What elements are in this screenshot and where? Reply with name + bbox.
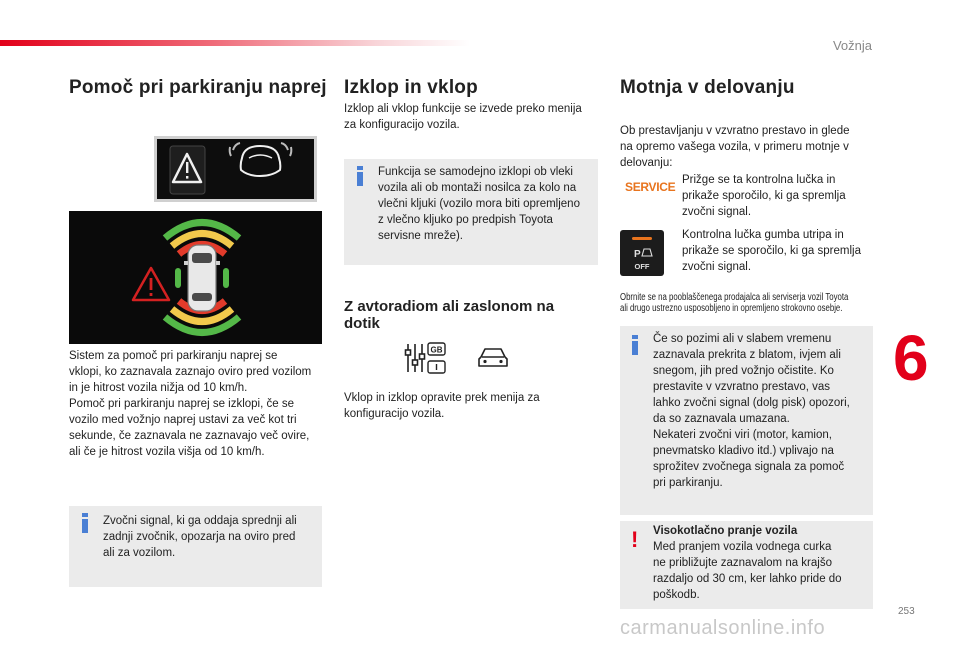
- text-line: Pomoč pri parkiranju naprej se izklopi, če se: [69, 398, 294, 410]
- car-settings-icon: [476, 343, 510, 371]
- warning-exclamation-icon: !: [631, 527, 639, 552]
- text-line: vozilo med vožnjo naprej ustavi za več kot tri: [69, 414, 297, 426]
- info-text-dirty-sensors: Če so pozimi ali v slabem vremenu zaznavala prekrita z blatom, ivjem ali snegom, jih pred vožnjo očistite. Ko prestavite v vzvratno prestavo, vas lahko zvočni signal (dolg pisk) opozori, da so zaznavala umazana. Nekateri zvočni viri (motor, kamion, pnevmatsko kladivo itd.) vplivajo na sprožitev zvočnega signala za pomoč pri parkiranju.: [653, 333, 850, 489]
- parking-off-button-icon: [620, 230, 664, 276]
- text-line: vklopi, ko zaznavala zaznajo oviro pred vozilom: [69, 366, 312, 378]
- section-label: Vožnja: [832, 38, 872, 53]
- button-light-text: Kontrolna lučka gumba utripa in prikaže se sporočilo, ki ga spremlja zvočni signal.: [682, 229, 861, 273]
- text-line: Sistem za pomoč pri parkiranju naprej se: [69, 350, 278, 362]
- header-accent-bar: [0, 40, 470, 46]
- left-side-sensor: [175, 268, 181, 288]
- text-line: sekunde, če zaznavala ne zaznavajo več ovire,: [69, 430, 310, 442]
- page-number: 253: [898, 606, 915, 617]
- text-line: in je hitrost vozila nižja od 10 km/h.: [69, 382, 248, 394]
- car-topview-icon: [184, 245, 220, 311]
- chapter-number: 6: [893, 322, 929, 394]
- gb-label: GB: [430, 345, 443, 355]
- service-light-text: Prižge se ta kontrolna lučka in prikaže sporočilo, ki ga spremlja zvočni signal.: [682, 174, 846, 218]
- right-side-sensor: [223, 268, 229, 288]
- watermark: carmanualsonline.info: [620, 617, 826, 639]
- info-text-sound: Zvočni signal, ki ga oddaja sprednji ali zadnji zvočnik, opozarja na oviro pred ali za vozilom.: [103, 515, 297, 559]
- col2-body: Vklop in izklop opravite prek menija za konfiguracijo vozila.: [344, 392, 540, 420]
- col3-intro: Ob prestavljanju v vzvratno prestavo in glede na opremo vašega vozila, v primeru motnje v delovanju:: [620, 125, 850, 169]
- dealer-note: Obrnite se na pooblaščenega prodajalca ali serviserja vozil Toyota ali drugo ustrezno usposobljeno in opremljeno strokovno osebje.: [620, 292, 849, 314]
- dashboard-warning-image: [154, 136, 317, 202]
- info-text-towing: Funkcija se samodejno izklopi ob vleki vozila ali ob montaži nosilca za kolo na vlečni kljuki (vozilo mora biti opremljeno z vlečno kljuko po predpish Toyota servisne mreže).: [378, 166, 580, 242]
- svg-text:P: P: [634, 249, 641, 260]
- title-malfunction: Motnja v delovanju: [620, 77, 795, 98]
- col2-intro: Izklop ali vklop funkcije se izvede preko menija za konfiguracijo vozila.: [344, 103, 582, 131]
- off-label: OFF: [634, 262, 650, 271]
- service-warning-light: SERVICE: [625, 180, 676, 194]
- info-icon: [357, 166, 363, 186]
- text-line: ali če je hitrost vozila višja od 10 km/h.: [69, 446, 265, 458]
- title-front-parking-aid: Pomoč pri parkiranju naprej: [69, 77, 327, 98]
- settings-sliders-icon: [404, 340, 448, 376]
- col1-body: [69, 348, 327, 460]
- info-icon: [82, 513, 88, 533]
- parking-sensor-display-image: [69, 211, 322, 344]
- subtitle-radio-touchscreen: Z avtoradiom ali zaslonom na dotik: [344, 298, 555, 332]
- info-icon: [632, 335, 638, 355]
- title-on-off: Izklop in vklop: [344, 77, 478, 98]
- warning-text-pressure-wash: Visokotlačno pranje vozila Med pranjem vozila vodnega curka ne približujte zaznavalom na krajšo razdaljo od 30 cm, ker lahko pride do poškodb.: [653, 525, 842, 601]
